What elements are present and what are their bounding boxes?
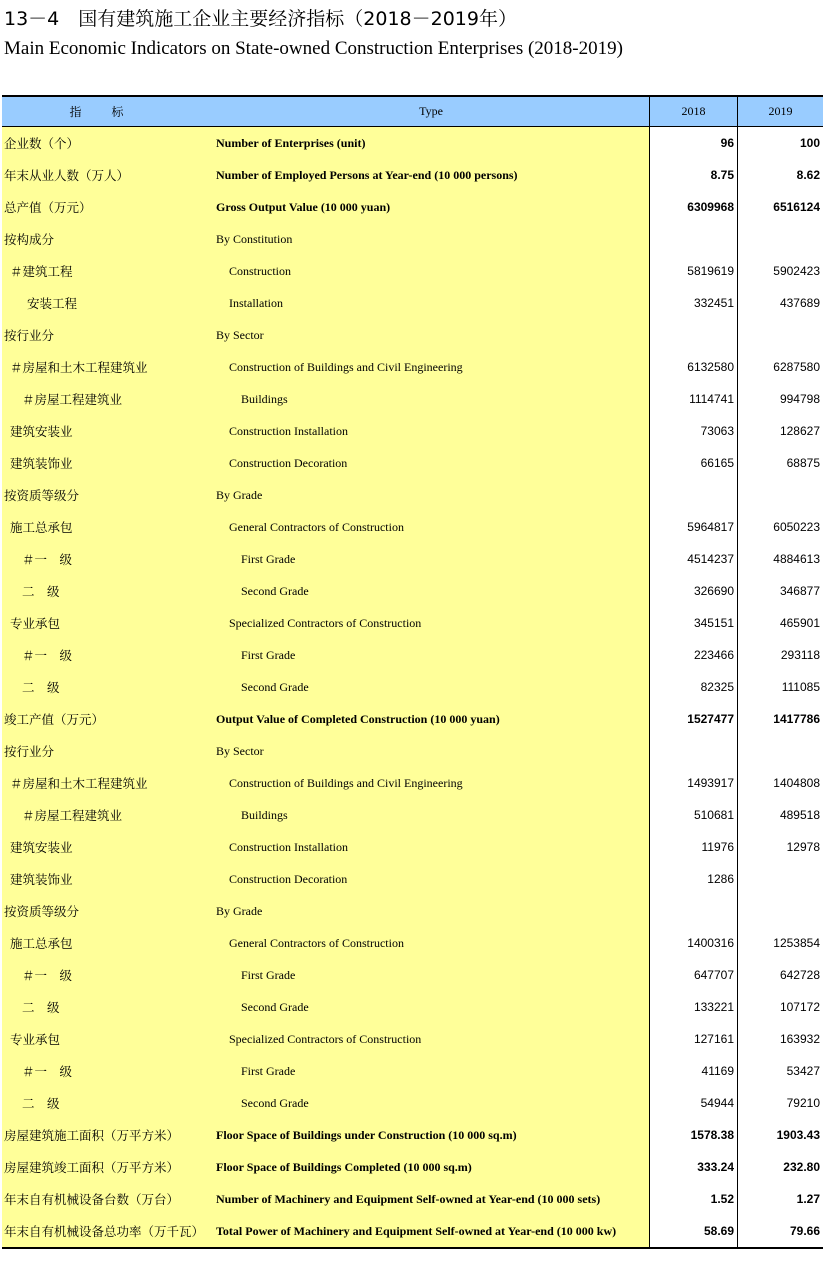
indicator-cn-cell: 施工总承包 [2, 511, 213, 543]
value-2018-cell: 6132580 [649, 351, 737, 383]
table-row [2, 255, 823, 287]
indicator-cn-cell: 安装工程 [2, 287, 213, 319]
value-2018-cell: 1493917 [649, 767, 737, 799]
indicator-en-cell: Specialized Contractors of Construction [213, 1023, 649, 1055]
value-2019-cell [737, 863, 823, 895]
value-2019-cell: 4884613 [737, 543, 823, 575]
table-header [2, 97, 823, 127]
value-2019-cell: 6050223 [737, 511, 823, 543]
indicator-cn-cell: 年末自有机械设备台数（万台） [2, 1183, 213, 1215]
value-2018-cell: 66165 [649, 447, 737, 479]
value-2018-cell: 223466 [649, 639, 737, 671]
value-2018-cell: 1.52 [649, 1183, 737, 1215]
indicator-cn-cell: 二 级 [2, 671, 213, 703]
table-row [2, 159, 823, 191]
indicator-en-cell: Installation [213, 287, 649, 319]
value-2019-cell [737, 735, 823, 767]
indicator-en-cell: Output Value of Completed Construction (10 000 yuan) [213, 703, 649, 735]
value-2019-cell [737, 895, 823, 927]
value-2019-cell: 465901 [737, 607, 823, 639]
value-2019-cell: 8.62 [737, 159, 823, 191]
value-2018-cell: 1400316 [649, 927, 737, 959]
table-row [2, 735, 823, 767]
table-row [2, 223, 823, 255]
value-2018-cell: 326690 [649, 575, 737, 607]
indicator-en-cell: Number of Employed Persons at Year-end (10 000 persons) [213, 159, 649, 191]
indicator-cn-cell: 房屋建筑施工面积（万平方米） [2, 1119, 213, 1151]
value-2019-cell: 100 [737, 127, 823, 159]
page-title-cn: 13－4 国有建筑施工企业主要经济指标（2018－2019年） [4, 8, 517, 30]
indicator-cn-cell: 房屋建筑竣工面积（万平方米） [2, 1151, 213, 1183]
value-2018-cell: 5819619 [649, 255, 737, 287]
table-row [2, 863, 823, 895]
indicator-cn-cell: 企业数（个） [2, 127, 213, 159]
indicator-cn-cell: 二 级 [2, 1087, 213, 1119]
indicator-cn-cell: 专业承包 [2, 607, 213, 639]
indicator-cn-cell: 按资质等级分 [2, 895, 213, 927]
value-2019-cell: 1253854 [737, 927, 823, 959]
indicator-en-cell: Construction Installation [213, 831, 649, 863]
indicator-en-cell: Floor Space of Buildings Completed (10 000 sq.m) [213, 1151, 649, 1183]
table-row [2, 1151, 823, 1183]
value-2018-cell: 58.69 [649, 1215, 737, 1247]
value-2018-cell: 1578.38 [649, 1119, 737, 1151]
header-year-2018: 2018 [649, 97, 737, 126]
value-2018-cell: 1286 [649, 863, 737, 895]
value-2019-cell [737, 479, 823, 511]
header-year-2019: 2019 [737, 97, 823, 126]
indicator-en-cell: General Contractors of Construction [213, 511, 649, 543]
indicator-cn-cell: 二 级 [2, 575, 213, 607]
table-row [2, 415, 823, 447]
value-2018-cell: 41169 [649, 1055, 737, 1087]
indicator-en-cell: Second Grade [213, 575, 649, 607]
indicator-cn-cell: ＃房屋和土木工程建筑业 [2, 351, 213, 383]
value-2018-cell: 82325 [649, 671, 737, 703]
indicator-cn-cell: 竣工产值（万元） [2, 703, 213, 735]
indicator-en-cell: By Sector [213, 319, 649, 351]
indicator-en-cell: First Grade [213, 639, 649, 671]
indicator-en-cell: First Grade [213, 959, 649, 991]
indicator-cn-cell: 按构成分 [2, 223, 213, 255]
indicator-cn-cell: ＃一 级 [2, 639, 213, 671]
table-row [2, 447, 823, 479]
indicator-cn-cell: 总产值（万元） [2, 191, 213, 223]
value-2019-cell: 346877 [737, 575, 823, 607]
value-2019-cell: 6287580 [737, 351, 823, 383]
indicator-cn-cell: ＃房屋工程建筑业 [2, 799, 213, 831]
value-2019-cell [737, 319, 823, 351]
value-2019-cell [737, 223, 823, 255]
indicator-en-cell: Construction [213, 255, 649, 287]
indicator-cn-cell: ＃建筑工程 [2, 255, 213, 287]
indicator-en-cell: Construction Decoration [213, 863, 649, 895]
value-2019-cell: 1404808 [737, 767, 823, 799]
value-2019-cell: 1417786 [737, 703, 823, 735]
table-row [2, 127, 823, 159]
table-row [2, 671, 823, 703]
value-2019-cell: 163932 [737, 1023, 823, 1055]
value-2019-cell: 6516124 [737, 191, 823, 223]
indicator-cn-cell: 专业承包 [2, 1023, 213, 1055]
indicator-cn-cell: ＃一 级 [2, 959, 213, 991]
page-title-en: Main Economic Indicators on State-owned Construction Enterprises (2018-2019) [4, 38, 623, 59]
indicator-cn-cell: 建筑安装业 [2, 415, 213, 447]
value-2018-cell [649, 319, 737, 351]
value-2019-cell: 53427 [737, 1055, 823, 1087]
value-2018-cell: 1527477 [649, 703, 737, 735]
table-row [2, 799, 823, 831]
value-2019-cell: 642728 [737, 959, 823, 991]
table-row [2, 1119, 823, 1151]
value-2019-cell: 79.66 [737, 1215, 823, 1247]
header-type: Type [419, 104, 443, 118]
table-row [2, 575, 823, 607]
value-2018-cell [649, 735, 737, 767]
indicator-en-cell: Number of Machinery and Equipment Self-owned at Year-end (10 000 sets) [213, 1183, 649, 1215]
table-row [2, 1055, 823, 1087]
value-2019-cell: 293118 [737, 639, 823, 671]
value-2019-cell: 12978 [737, 831, 823, 863]
value-2018-cell [649, 223, 737, 255]
value-2018-cell: 73063 [649, 415, 737, 447]
indicator-en-cell: Number of Enterprises (unit) [213, 127, 649, 159]
value-2018-cell: 127161 [649, 1023, 737, 1055]
value-2018-cell: 332451 [649, 287, 737, 319]
value-2018-cell: 54944 [649, 1087, 737, 1119]
indicator-en-cell: By Constitution [213, 223, 649, 255]
indicator-en-cell: Second Grade [213, 1087, 649, 1119]
value-2018-cell: 333.24 [649, 1151, 737, 1183]
indicator-en-cell: Second Grade [213, 991, 649, 1023]
table-row [2, 703, 823, 735]
value-2018-cell [649, 479, 737, 511]
indicator-en-cell: By Grade [213, 895, 649, 927]
table-row [2, 1215, 823, 1247]
value-2019-cell: 79210 [737, 1087, 823, 1119]
table-row [2, 927, 823, 959]
indicator-cn-cell: ＃房屋和土木工程建筑业 [2, 767, 213, 799]
table-row [2, 639, 823, 671]
value-2018-cell: 133221 [649, 991, 737, 1023]
indicator-cn-cell: 年末自有机械设备总功率（万千瓦） [2, 1215, 213, 1247]
table-row [2, 831, 823, 863]
indicator-cn-cell: 建筑装饰业 [2, 863, 213, 895]
indicator-cn-cell: 施工总承包 [2, 927, 213, 959]
value-2019-cell: 107172 [737, 991, 823, 1023]
indicator-cn-cell: 二 级 [2, 991, 213, 1023]
indicator-cn-cell: 按资质等级分 [2, 479, 213, 511]
indicator-cn-cell: 年末从业人数（万人） [2, 159, 213, 191]
value-2019-cell: 437689 [737, 287, 823, 319]
table-row [2, 479, 823, 511]
indicator-en-cell: Total Power of Machinery and Equipment Self-owned at Year-end (10 000 kw) [213, 1215, 649, 1247]
header-indicator: 指 标 [69, 105, 126, 119]
indicator-en-cell: By Sector [213, 735, 649, 767]
value-2018-cell: 1114741 [649, 383, 737, 415]
indicator-en-cell: Buildings [213, 799, 649, 831]
indicator-en-cell: First Grade [213, 1055, 649, 1087]
value-2019-cell: 111085 [737, 671, 823, 703]
table-row [2, 351, 823, 383]
indicator-cn-cell: 建筑安装业 [2, 831, 213, 863]
indicator-cn-cell: 按行业分 [2, 735, 213, 767]
value-2018-cell: 647707 [649, 959, 737, 991]
indicator-en-cell: Specialized Contractors of Construction [213, 607, 649, 639]
indicator-en-cell: By Grade [213, 479, 649, 511]
value-2019-cell: 1903.43 [737, 1119, 823, 1151]
value-2019-cell: 1.27 [737, 1183, 823, 1215]
table-row [2, 191, 823, 223]
indicator-en-cell: Construction of Buildings and Civil Engineering [213, 767, 649, 799]
value-2019-cell: 128627 [737, 415, 823, 447]
table-row [2, 959, 823, 991]
value-2018-cell: 96 [649, 127, 737, 159]
indicator-en-cell: Gross Output Value (10 000 yuan) [213, 191, 649, 223]
value-2018-cell: 4514237 [649, 543, 737, 575]
indicator-cn-cell: ＃房屋工程建筑业 [2, 383, 213, 415]
table-row [2, 287, 823, 319]
table-row [2, 1183, 823, 1215]
value-2018-cell: 8.75 [649, 159, 737, 191]
value-2018-cell: 11976 [649, 831, 737, 863]
value-2018-cell: 510681 [649, 799, 737, 831]
value-2018-cell [649, 895, 737, 927]
value-2018-cell: 345151 [649, 607, 737, 639]
table-row [2, 1023, 823, 1055]
value-2019-cell: 5902423 [737, 255, 823, 287]
value-2019-cell: 489518 [737, 799, 823, 831]
table-row [2, 1087, 823, 1119]
indicator-cn-cell: 按行业分 [2, 319, 213, 351]
indicator-cn-cell: ＃一 级 [2, 543, 213, 575]
value-2018-cell: 5964817 [649, 511, 737, 543]
table-row [2, 383, 823, 415]
table-row [2, 319, 823, 351]
table-row [2, 511, 823, 543]
indicator-en-cell: General Contractors of Construction [213, 927, 649, 959]
table-row [2, 991, 823, 1023]
indicator-en-cell: Construction Decoration [213, 447, 649, 479]
value-2019-cell: 232.80 [737, 1151, 823, 1183]
indicator-cn-cell: 建筑装饰业 [2, 447, 213, 479]
indicators-table [2, 95, 823, 1249]
table-row [2, 767, 823, 799]
table-row [2, 607, 823, 639]
indicator-en-cell: Buildings [213, 383, 649, 415]
indicator-en-cell: Construction of Buildings and Civil Engineering [213, 351, 649, 383]
indicator-en-cell: Floor Space of Buildings under Construction (10 000 sq.m) [213, 1119, 649, 1151]
indicator-cn-cell: ＃一 级 [2, 1055, 213, 1087]
value-2019-cell: 994798 [737, 383, 823, 415]
table-body [2, 127, 823, 1247]
indicator-en-cell: Second Grade [213, 671, 649, 703]
value-2019-cell: 68875 [737, 447, 823, 479]
value-2018-cell: 6309968 [649, 191, 737, 223]
table-row [2, 543, 823, 575]
indicator-en-cell: Construction Installation [213, 415, 649, 447]
table-row [2, 895, 823, 927]
indicator-en-cell: First Grade [213, 543, 649, 575]
